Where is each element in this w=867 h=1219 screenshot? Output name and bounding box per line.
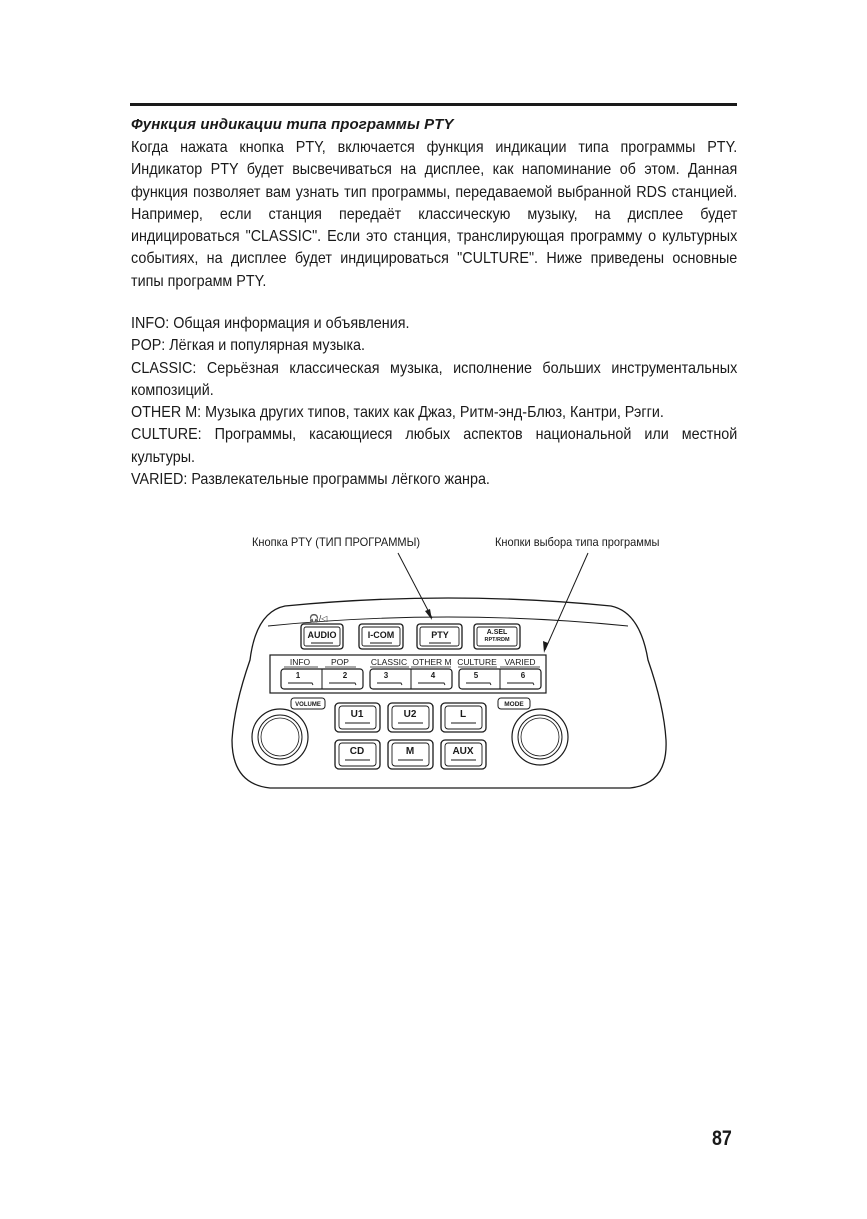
volume-knob[interactable] <box>252 709 308 765</box>
preset-button-3[interactable] <box>377 671 402 685</box>
mode-label: MODE <box>504 701 524 708</box>
u1-button-label: U1 <box>350 709 364 720</box>
headphone-icon-label: 🎧/◁ <box>309 614 328 623</box>
pty-label-culture: CULTURE <box>457 657 497 667</box>
callout-pty-line <box>398 553 432 618</box>
preset-button-4[interactable] <box>418 671 445 685</box>
mode-knob[interactable] <box>512 709 568 765</box>
header-rule <box>130 103 737 106</box>
audio-button[interactable] <box>301 624 343 649</box>
a-sel-label: A.SEL <box>486 629 508 636</box>
definition-pop: POP: Лёгкая и популярная музыка. <box>131 337 366 355</box>
a-sel-button[interactable] <box>474 624 520 649</box>
pty-label-classic: CLASSIC <box>370 657 408 667</box>
preset-buttons-3-4 <box>370 669 452 689</box>
cd-button-label: CD <box>349 746 365 757</box>
pty-label-pop: POP <box>331 657 349 667</box>
volume-label-box <box>291 698 325 709</box>
preset-buttons-5-6 <box>459 669 541 689</box>
volume-label: VOLUME <box>295 702 321 708</box>
pty-label-other-m: OTHER M <box>412 657 452 667</box>
i-com-button[interactable] <box>359 624 403 649</box>
rpt-rdm-label: RPT/RDM <box>484 637 510 643</box>
pty-label-info: INFO <box>289 657 311 667</box>
preset-button-1[interactable] <box>288 671 313 685</box>
preset-2-number: 2 <box>342 671 348 680</box>
m-button[interactable] <box>388 740 433 769</box>
preset-5-number: 5 <box>473 671 479 680</box>
aux-button[interactable] <box>441 740 486 769</box>
u2-button-label: U2 <box>403 709 417 720</box>
callout-types-label: Кнопки выбора типа программы <box>495 535 660 549</box>
callout-pty-arrowhead <box>425 609 432 620</box>
m-button-label: M <box>405 746 415 757</box>
callout-pty-label: Кнопка PTY (ТИП ПРОГРАММЫ) <box>252 535 421 549</box>
definition-classic: CLASSIC: Серьёзная классическая музыка, исполнение больших инструментальных композиций. <box>131 359 738 399</box>
callout-types-arrowhead <box>543 641 548 653</box>
preset-3-number: 3 <box>383 671 389 680</box>
page-number: 87 <box>712 1127 732 1150</box>
definition-culture: CULTURE: Программы, касающиеся любых аспектов национальной или местной культуры. <box>131 426 738 466</box>
preset-button-5[interactable] <box>466 671 491 685</box>
u2-button[interactable] <box>388 703 433 732</box>
preset-button-2[interactable] <box>329 671 356 685</box>
radio-panel-figure <box>228 530 668 800</box>
i-com-button-label: I-COM <box>367 630 395 640</box>
preset-1-number: 1 <box>295 671 301 680</box>
preset-buttons-1-2 <box>281 669 363 689</box>
definition-varied: VARIED: Развлекательные программы лёгкого жанра. <box>131 471 490 489</box>
pty-button-label: PTY <box>431 630 449 640</box>
pty-label-varied: VARIED <box>504 657 536 667</box>
u1-button[interactable] <box>335 703 380 732</box>
pty-definitions-list <box>131 313 737 491</box>
definition-info: INFO: Общая информация и объявления. <box>131 315 410 332</box>
definition-other-m: OTHER M: Музыка других типов, таких как Джаз, Ритм-энд-Блюз, Кантри, Рэгги. <box>131 404 664 422</box>
mode-label-box <box>498 698 530 709</box>
l-button-label: L <box>459 709 467 720</box>
section-title: Функция индикации типа программы PTY <box>131 116 454 133</box>
pty-button[interactable] <box>417 624 462 649</box>
aux-button-label: AUX <box>452 746 474 757</box>
preset-6-number: 6 <box>520 671 526 680</box>
audio-button-label: AUDIO <box>307 630 337 640</box>
preset-button-6[interactable] <box>507 671 534 685</box>
preset-4-number: 4 <box>430 671 436 680</box>
cd-button[interactable] <box>335 740 380 769</box>
l-button[interactable] <box>441 703 486 732</box>
section-paragraph: Когда нажата кнопка PTY, включается функция индикации типа программы PTY. Индикатор PTY будет высвечиваться на дисплее, как напоминание об этом. Данная функция позволяет вам узнать тип программы, передаваемой выбранной RDS станцией. Например, если станция передаёт классическую музыку, на дисплее будет индицироваться "CLASSIC". Если это станция, транслирующая программу о культурных событиях, на дисплее будет индицироваться "CULTURE". Ниже приведены основные типы программ PTY. <box>131 139 738 290</box>
